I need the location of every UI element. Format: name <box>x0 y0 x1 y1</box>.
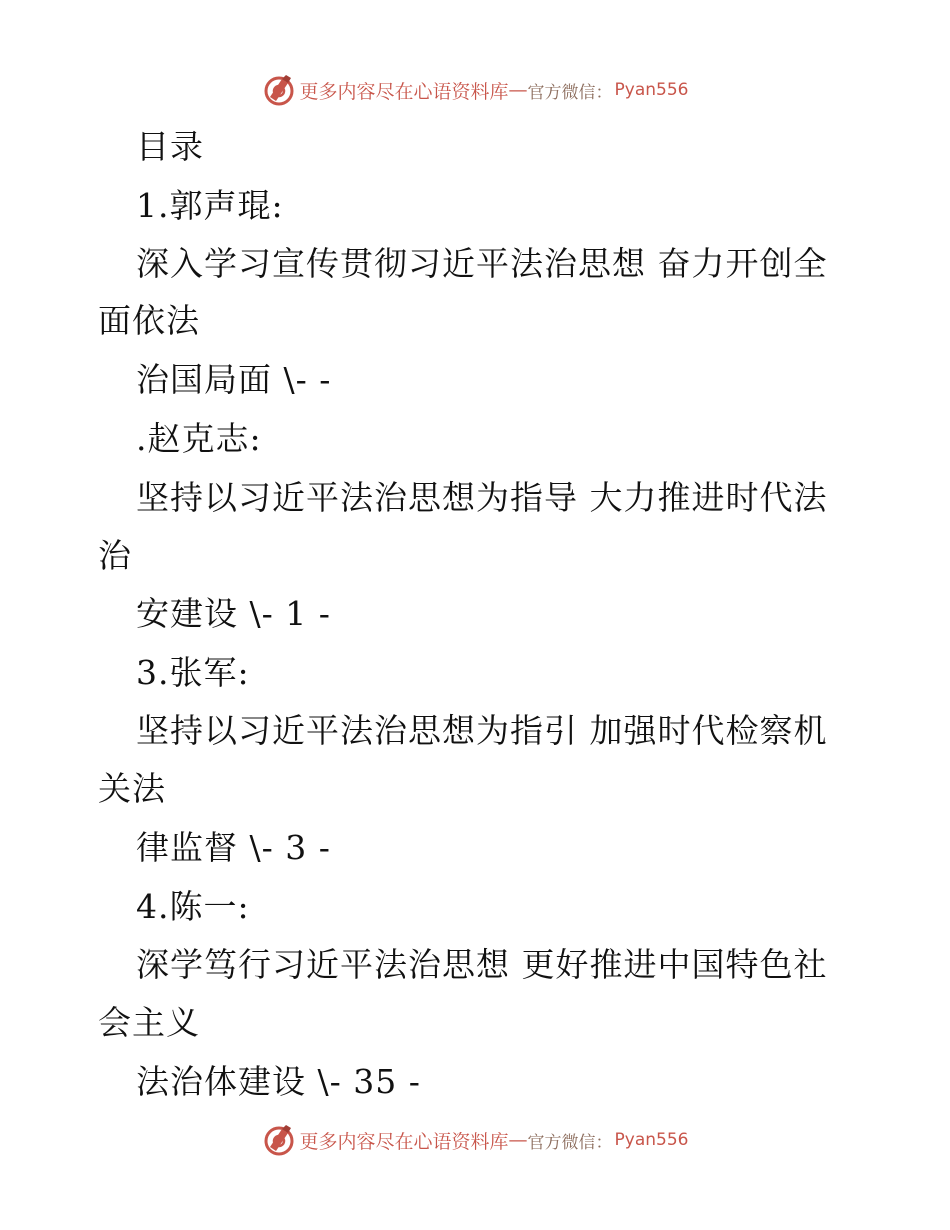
pen-nib-logo-icon <box>262 73 296 107</box>
watermark-text: 更多内容尽在心语资料库 <box>299 1130 509 1153</box>
watermark-dash: — <box>508 1129 528 1151</box>
toc-line: 坚持以习近平法治思想为指导 大力推进时代法 <box>136 478 828 517</box>
watermark-wechat-id: Pyan556 <box>614 1130 689 1150</box>
pen-nib-logo-icon <box>262 1123 296 1157</box>
toc-line: 3.张军: <box>136 653 250 692</box>
toc-line: 会主义 <box>98 1003 200 1042</box>
toc-line: .赵克志: <box>136 419 262 458</box>
toc-line: 坚持以习近平法治思想为指引 加强时代检察机 <box>136 711 828 750</box>
toc-heading: 目录 <box>136 127 204 166</box>
toc-line: 深入学习宣传贯彻习近平法治思想 奋力开创全 <box>136 244 828 283</box>
watermark-wechat-label: 官方微信： <box>527 82 613 103</box>
watermark-dash: — <box>508 79 528 101</box>
header-watermark <box>0 70 950 110</box>
footer-watermark <box>0 1120 950 1160</box>
toc-line: 面依法 <box>98 301 200 340</box>
toc-line: 1.郭声琨: <box>136 186 284 225</box>
toc-line: 安建设 \- 1 - <box>136 594 331 633</box>
toc-line: 治国局面 \- - <box>136 360 332 399</box>
toc-line: 深学笃行习近平法治思想 更好推进中国特色社 <box>136 945 828 984</box>
watermark-wechat-id: Pyan556 <box>614 80 689 100</box>
toc-line: 关法 <box>98 769 166 808</box>
toc-line: 律监督 \- 3 - <box>136 828 331 867</box>
watermark-wechat-label: 官方微信： <box>527 1132 613 1153</box>
watermark-text: 更多内容尽在心语资料库 <box>299 80 509 103</box>
toc-line: 法治体建设 \- 35 - <box>136 1062 421 1101</box>
toc-line: 4.陈一: <box>136 887 250 926</box>
toc-line: 治 <box>98 536 132 575</box>
